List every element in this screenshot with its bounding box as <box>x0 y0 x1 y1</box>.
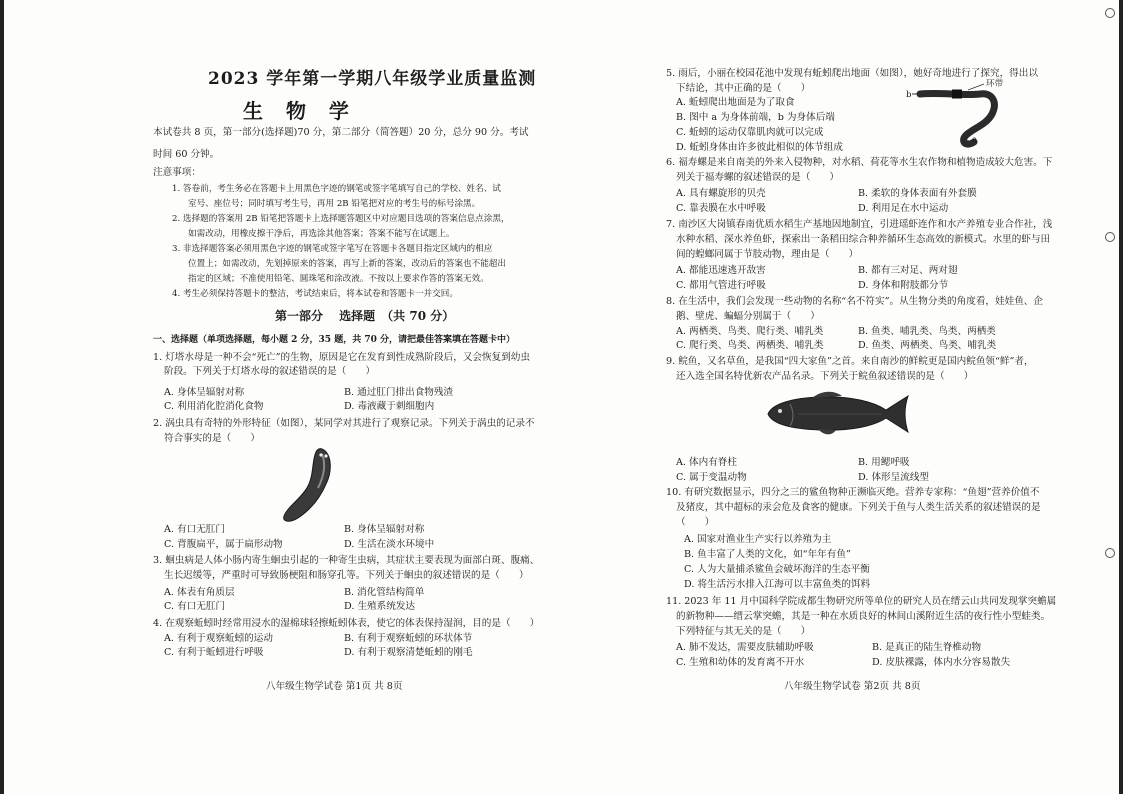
q3-option-b[interactable]: B. 消化管结构简单 <box>344 587 425 598</box>
q5-option-b[interactable]: B. 图中 a 为身体前端，b 为身体后端 <box>676 112 835 123</box>
exam-page-1 <box>0 0 561 794</box>
q3-stem-line-1: 3. 蛔虫病是人体小肠内寄生蛔虫引起的一种寄生虫病，其症状主要表现为面部白斑、腹痛、 <box>153 555 540 566</box>
q11-option-d[interactable]: D. 皮肤裸露，体内水分容易散失 <box>872 657 1011 668</box>
note-line-5: 3. 非选择题答案必须用黑色字迹的钢笔或签字笔写在答题卡各题目指定区域内的相应 <box>172 244 493 254</box>
exam-title: 2023 学年第一学期八年级学业质量监测 <box>208 69 537 89</box>
q6-option-c[interactable]: C. 靠表膜在水中呼吸 <box>676 203 766 214</box>
q6-option-a[interactable]: A. 具有螺旋形的贝壳 <box>676 188 766 199</box>
q2-option-d[interactable]: D. 生活在淡水环境中 <box>344 539 435 550</box>
q1-option-a[interactable]: A. 身体呈辐射对称 <box>164 387 245 398</box>
q7-option-c[interactable]: C. 都用气管进行呼吸 <box>676 280 766 291</box>
q1-stem-line-2: 阶段。下列关于灯塔水母的叙述错误的是（ ） <box>164 366 376 377</box>
q8-option-c[interactable]: C. 爬行类、鸟类、两栖类、哺乳类 <box>676 340 824 351</box>
q8-option-b[interactable]: B. 鱼类、哺乳类、鸟类、两栖类 <box>858 326 996 337</box>
q8-option-a[interactable]: A. 两栖类、鸟类、爬行类、哺乳类 <box>676 326 824 337</box>
q10-stem-line-3: （ ） <box>676 517 715 528</box>
q5-option-d[interactable]: D. 蚯蚓身体由许多彼此相似的体节组成 <box>676 142 843 153</box>
q4-option-c[interactable]: C. 有利于蚯蚓进行呼吸 <box>164 647 264 658</box>
intro-line-2: 时间 60 分钟。 <box>153 149 220 160</box>
q10-option-c[interactable]: C. 人为大量捕杀鲨鱼会破坏海洋的生态平衡 <box>684 564 870 575</box>
q5-stem-line-2: 下结论，其中正确的是（ ） <box>676 83 811 94</box>
q2-option-a[interactable]: A. 有口无肛门 <box>164 524 225 535</box>
page-footer-2: 八年级生物学试卷 第2页 共 8页 <box>784 681 921 692</box>
q5-stem-line-1: 5. 雨后，小丽在校园花池中发现有蚯蚓爬出地面（如图），她好奇地进行了探究，得出以 <box>666 68 1038 79</box>
grass-carp-illustration <box>762 384 914 444</box>
q3-stem-line-2: 生长迟缓等，严重时可导致肠梗阻和肠穿孔等。下列关于蛔虫的叙述错误的是（ ） <box>164 570 529 581</box>
earthworm-label-b: b <box>906 90 912 100</box>
q1-option-b[interactable]: B. 通过肛门排出食物残渣 <box>344 387 454 398</box>
intro-line-1: 本试卷共 8 页，第一部分(选择题)70 分，第二部分（简答题）20 分，总分 90 分。考试 <box>153 127 529 138</box>
q2-stem-line-2: 符合事实的是（ ） <box>164 433 260 444</box>
q10-option-d[interactable]: D. 将生活污水排入江海可以丰富鱼类的饵料 <box>684 579 871 590</box>
q3-option-d[interactable]: D. 生殖系统发达 <box>344 601 416 612</box>
note-line-3: 2. 选择题的答案用 2B 铅笔把答题卡上选择题答题区中对应题目选项的答案信息点涂黑， <box>172 214 510 224</box>
q11-option-c[interactable]: C. 生殖和幼体的发育离不开水 <box>676 657 805 668</box>
q6-stem-line-2: 列关于福寿螺的叙述错误的是（ ） <box>676 172 840 183</box>
q2-option-c[interactable]: C. 背腹扁平，属于扁形动物 <box>164 539 283 550</box>
q3-option-c[interactable]: C. 有口无肛门 <box>164 601 226 612</box>
q1-option-c[interactable]: C. 利用消化腔消化食物 <box>164 401 264 412</box>
q6-option-d[interactable]: D. 利用足在水中运动 <box>858 203 949 214</box>
q9-option-d[interactable]: D. 体形呈流线型 <box>858 472 930 483</box>
q8-stem-line-1: 8. 在生活中，我们会发现一些动物的名称“名不符实”。从生物分类的角度看，娃娃鱼、企 <box>666 296 1043 307</box>
q2-option-b[interactable]: B. 身体呈辐射对称 <box>344 524 425 535</box>
q10-option-a[interactable]: A. 国家对渔业生产实行以养殖为主 <box>684 534 832 545</box>
q9-stem-line-1: 9. 鲩鱼，又名草鱼，是我国“四大家鱼”之首。来自南沙的鲜鲩更是国内鲩鱼领“鲜”者， <box>666 356 1034 367</box>
earthworm-label-band: 环带 <box>986 79 1004 89</box>
note-line-7: 指定的区域；不准使用铅笔、圆珠笔和涂改液。不按以上要求作答的答案无效。 <box>188 274 489 284</box>
notes-heading: 注意事项： <box>153 167 201 178</box>
q7-stem-line-1: 7. 南沙区大岗镇春南优质水稻生产基地因地制宜，引进瑶虾连作和水产养殖专业合作社，浅 <box>666 219 1053 230</box>
q11-option-b[interactable]: B. 是真正的陆生脊椎动物 <box>872 642 982 653</box>
q11-stem-line-2: 的新物种——缙云掌突蟾，其是一种在水质良好的林间山溪附近生活的夜行性小型蛙类。 <box>676 611 1051 622</box>
q7-stem-line-2: 水种水稻、深水养鱼虾，探索出一条稻田综合种养循环生态高效的新模式。水里的虾与田 <box>676 234 1051 245</box>
exam-page-2 <box>562 0 1123 794</box>
q10-option-b[interactable]: B. 鱼丰富了人类的文化，如“年年有鱼” <box>684 549 851 560</box>
q10-stem-line-1: 10. 有研究数据显示，四分之三的鲨鱼物种正濒临灭绝。营养专家称：“鱼翅”营养价值不 <box>666 487 1040 498</box>
q4-option-d[interactable]: D. 有利于观察清楚蚯蚓的刚毛 <box>344 647 473 658</box>
q10-stem-line-2: 及猪皮，其中超标的汞会危及食客的健康。下列关于鱼与人类生活关系的叙述错误的是 <box>676 502 1041 513</box>
q2-stem-line-1: 2. 涡虫具有奇特的外形特征（如图），某同学对其进行了观察记录。下列关于涡虫的记录不 <box>153 418 535 429</box>
q4-option-b[interactable]: B. 有利于观察蚯蚓的环状体节 <box>344 633 473 644</box>
note-line-2: 室号、座位号；同时填写考生号，再用 2B 铅笔把对应的考生号的标号涂黑。 <box>188 199 481 209</box>
q4-option-a[interactable]: A. 有利于观察蚯蚓的运动 <box>164 633 273 644</box>
q7-option-b[interactable]: B. 都有三对足、两对翅 <box>858 265 958 276</box>
q11-stem-line-3: 下列特征与其无关的是（ ） <box>676 626 811 637</box>
q5-option-c[interactable]: C. 蚯蚓的运动仅靠肌肉就可以完成 <box>676 127 824 138</box>
q6-option-b[interactable]: B. 柔软的身体表面有外套膜 <box>858 188 977 199</box>
q11-stem-line-1: 11. 2023 年 11 月中国科学院成都生物研究所等单位的研究人员在缙云山共同发现掌突蟾属 <box>666 596 1057 607</box>
note-line-1: 1. 答卷前，考生务必在答题卡上用黑色字迹的钢笔或签字笔填写自己的学校、姓名、试 <box>172 184 501 194</box>
q7-option-a[interactable]: A. 都能迅速逃开敌害 <box>676 265 766 276</box>
q7-option-d[interactable]: D. 身体和附肢都分节 <box>858 280 949 291</box>
note-line-8: 4. 考生必须保持答题卡的整洁，考试结束后，将本试卷和答题卡一并交回。 <box>172 289 458 299</box>
q1-stem-line-1: 1. 灯塔水母是一种不会“死亡”的生物，原因是它在发育到性成熟阶段后，又会恢复到幼虫 <box>153 352 530 363</box>
q6-stem-line-1: 6. 福寿螺是来自南美的外来入侵物种，对水稻、荷花等水生农作物和植物造成较大危害。下 <box>666 157 1053 168</box>
q9-stem-line-2: 还入选全国名特优新农产品名录。下列关于鲩鱼叙述错误的是（ ） <box>676 371 974 382</box>
part1-heading: 第一部分 选择题 （共 70 分） <box>275 309 455 323</box>
flatworm-illustration <box>272 444 344 526</box>
q9-option-c[interactable]: C. 属于变温动物 <box>676 472 747 483</box>
section-heading: 一、选择题（单项选择题，每小题 2 分，35 题，共 70 分，请把最佳答案填在答题卡中） <box>153 335 515 345</box>
q3-option-a[interactable]: A. 体表有角质层 <box>164 587 235 598</box>
note-line-6: 位置上；如需改动，先划掉原来的答案，再写上新的答案，改动后的答案也不能超出 <box>188 259 506 269</box>
q11-option-a[interactable]: A. 肺不发达，需要皮肤辅助呼吸 <box>676 642 814 653</box>
note-line-4: 如需改动，用橡皮擦干净后，再选涂其他答案；答案不能写在试题上。 <box>188 229 455 239</box>
earthworm-label-a: a <box>972 135 978 145</box>
q7-stem-line-3: 间的蝗螂同属于节肢动物，理由是（ ） <box>676 249 859 260</box>
page-footer-1: 八年级生物学试卷 第1页 共 8页 <box>266 681 403 692</box>
q4-stem-line-1: 4. 在观察蚯蚓时经常用浸水的湿棉球轻擦蚯蚓体表，使它的体表保持湿润，目的是（ ） <box>153 618 540 629</box>
subject-title: 生 物 学 <box>243 99 357 123</box>
q9-option-a[interactable]: A. 体内有脊柱 <box>676 457 737 468</box>
q8-option-d[interactable]: D. 鱼类、两栖类、鸟类、哺乳类 <box>858 340 997 351</box>
q8-stem-line-2: 鹅、壁虎、蝙蝠分别属于（ ） <box>676 311 820 322</box>
q5-option-a[interactable]: A. 蚯蚓爬出地面是为了取食 <box>676 97 795 108</box>
q1-option-d[interactable]: D. 毒液藏于刺细胞内 <box>344 401 435 412</box>
q9-option-b[interactable]: B. 用鳃呼吸 <box>858 457 910 468</box>
